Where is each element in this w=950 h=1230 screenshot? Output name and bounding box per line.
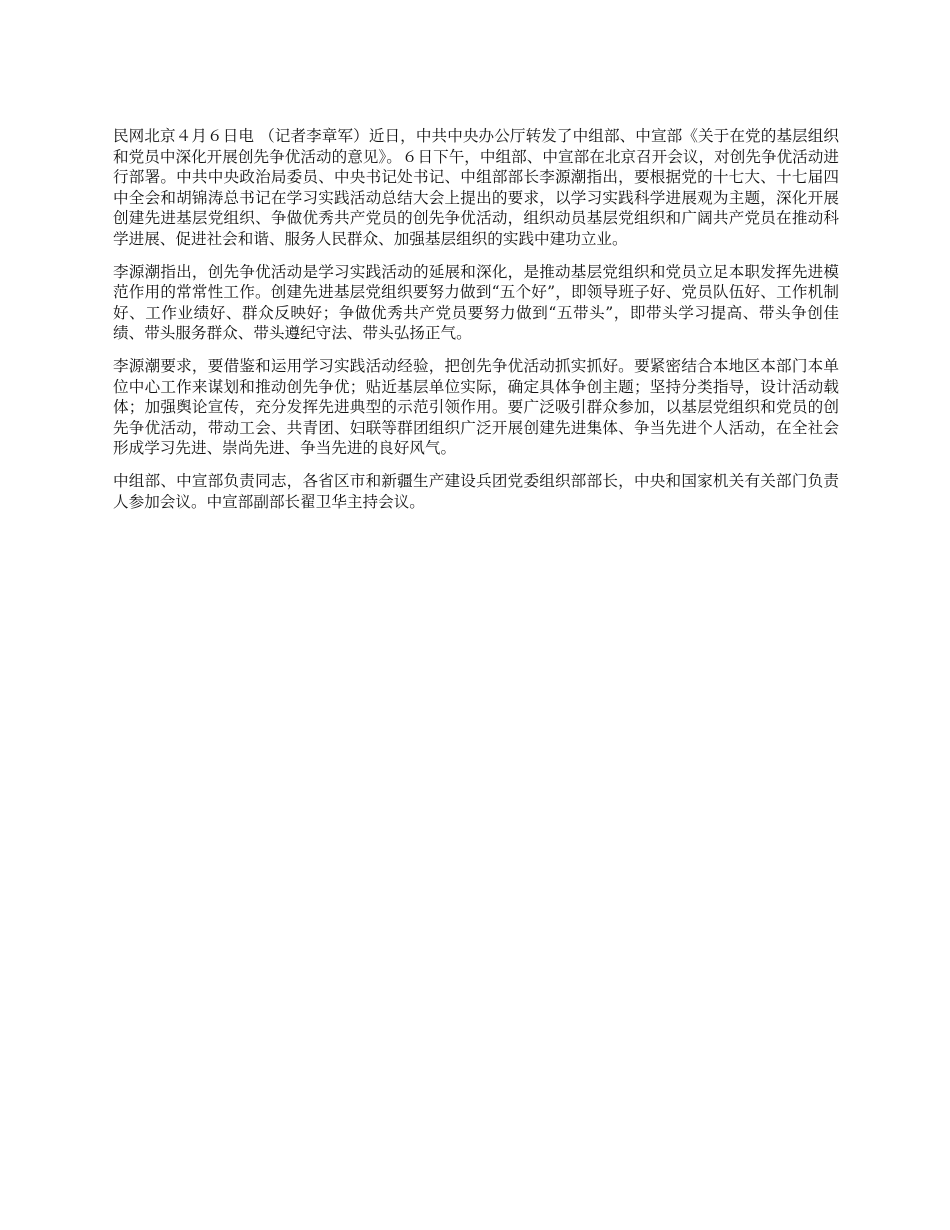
article-paragraph: 民网北京４月６日电 （记者李章军）近日，中共中央办公厅转发了中组部、中宣部《关于在党的基层组织和党员中深化开展创先争优活动的意见》。６日下午，中组部、中宣部在北京召开会议，对创先争优活动进行部署。中共中央政治局委员、中央书记处书记、中组部部长李源潮指出，要根据党的十七大、十七届四中全会和胡锦涛总书记在学习实践活动总结大会上提出的要求，以学习实践科学进展观为主题，深化开展创建先进基层党组织、争做优秀共产党员的创先争优活动，组织动员基层党组织和广阔共产党员在推动科学进展、促进社会和谐、服务人民群众、加强基层组织的实践中建功立业。 [113,127,839,248]
article-paragraph: 李源潮指出，创先争优活动是学习实践活动的延展和深化，是推动基层党组织和党员立足本职发挥先进模范作用的常常性工作。创建先进基层党组织要努力做到“五个好”，即领导班子好、党员队伍好、工作机制好、工作业绩好、群众反映好；争做优秀共产党员要努力做到“五带头”，即带头学习提高、带头争创佳绩、带头服务群众、带头遵纪守法、带头弘扬正气。 [113,262,839,343]
article-paragraph: 李源潮要求，要借鉴和运用学习实践活动经验，把创先争优活动抓实抓好。要紧密结合本地区本部门本单位中心工作来谋划和推动创先争优；贴近基层单位实际，确定具体争创主题；坚持分类指导，设计活动载体；加强舆论宣传，充分发挥先进典型的示范引领作用。要广泛吸引群众参加，以基层党组织和党员的创先争优活动，带动工会、共青团、妇联等群团组织广泛开展创建先进集体、争当先进个人活动，在全社会形成学习先进、崇尚先进、争当先进的良好风气。 [113,356,839,458]
article-paragraph: 中组部、中宣部负责同志，各省区市和新疆生产建设兵团党委组织部部长，中央和国家机关有关部门负责人参加会议。中宣部副部长翟卫华主持会议。 [113,471,839,511]
article-body [113,126,839,524]
